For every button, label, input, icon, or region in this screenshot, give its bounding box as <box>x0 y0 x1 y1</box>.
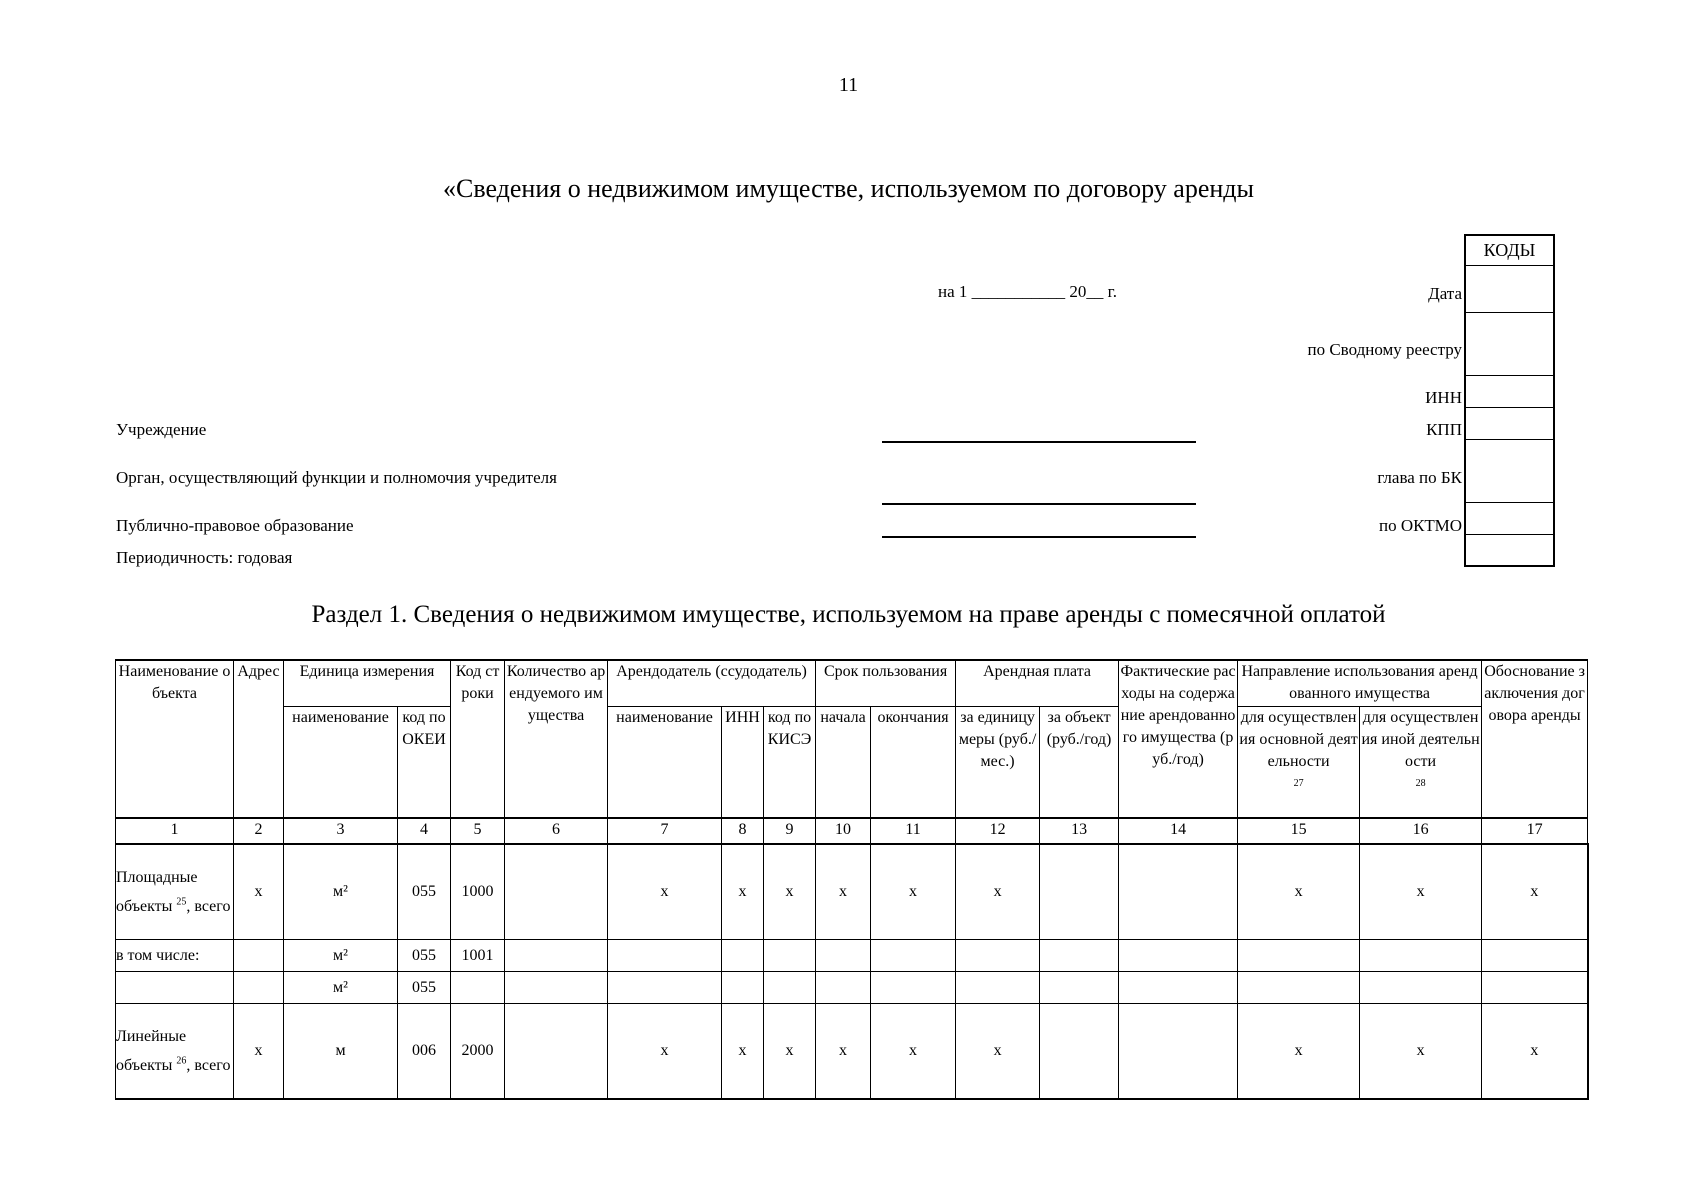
col-rent: Арендная плата <box>956 660 1119 707</box>
table-cell[interactable] <box>1119 940 1238 972</box>
public-entity-label: Публично-правовое образование <box>116 516 354 535</box>
row-name-empty <box>116 972 234 1004</box>
col-unit-name: наименование <box>284 707 398 819</box>
table-cell[interactable]: x <box>1238 1004 1360 1100</box>
table-cell[interactable] <box>1119 1004 1238 1100</box>
table-cell[interactable] <box>505 940 608 972</box>
column-number: 15 <box>1238 818 1360 844</box>
table-cell[interactable] <box>1040 940 1119 972</box>
institution-label: Учреждение <box>116 420 207 439</box>
table-cell[interactable]: 006 <box>398 1004 451 1100</box>
table-cell[interactable] <box>451 972 505 1004</box>
table-cell[interactable]: x <box>722 1004 764 1100</box>
table-cell[interactable]: x <box>1360 1004 1482 1100</box>
table-cell[interactable]: x <box>871 1004 956 1100</box>
code-label-oktmo: по ОКТМО <box>1378 516 1462 535</box>
column-number: 6 <box>505 818 608 844</box>
row-name-c: , всего <box>186 1057 231 1074</box>
table-cell[interactable] <box>505 844 608 940</box>
code-cell-oktmo[interactable] <box>1465 503 1554 535</box>
row-name-c: , всего <box>186 898 231 915</box>
public-entity-line[interactable] <box>882 536 1196 538</box>
table-cell[interactable] <box>816 940 871 972</box>
col-term-end: окончания <box>871 707 956 819</box>
table-cell[interactable] <box>956 972 1040 1004</box>
table-cell[interactable] <box>816 972 871 1004</box>
row-name-area <box>116 844 234 940</box>
column-numbers-row <box>116 818 1588 844</box>
column-number: 12 <box>956 818 1040 844</box>
table-cell[interactable]: x <box>1482 1004 1588 1100</box>
table-cell[interactable]: x <box>956 1004 1040 1100</box>
column-number: 2 <box>234 818 284 844</box>
column-number: 17 <box>1482 818 1588 844</box>
table-cell[interactable]: м <box>284 1004 398 1100</box>
column-number: 13 <box>1040 818 1119 844</box>
table-cell[interactable]: 1001 <box>451 940 505 972</box>
footnote-26: 26 <box>176 1055 187 1067</box>
code-label-date: Дата <box>1428 284 1462 303</box>
periodicity-label: Периодичность: годовая <box>116 548 293 567</box>
column-number: 11 <box>871 818 956 844</box>
code-label-bk: глава по БК <box>1377 468 1462 487</box>
table-cell[interactable]: x <box>608 844 722 940</box>
table-cell[interactable] <box>722 940 764 972</box>
table-cell[interactable] <box>871 972 956 1004</box>
row-name-including: в том числе: <box>116 940 234 972</box>
col-lessor: Арендодатель (ссудодатель) <box>608 660 816 707</box>
col-term-start: начала <box>816 707 871 819</box>
table-row <box>116 940 1588 972</box>
col-lessor-kise: код по КИСЭ <box>764 707 816 819</box>
col-address: Адрес <box>234 660 284 818</box>
footnote-25: 25 <box>176 896 187 908</box>
col-rent-per-unit: за единицу меры (руб./мес.) <box>956 707 1040 819</box>
table-cell[interactable]: м² <box>284 972 398 1004</box>
table-cell[interactable]: м² <box>284 940 398 972</box>
table-cell[interactable]: x <box>1482 844 1588 940</box>
row-name-b: объекты <box>116 1057 173 1074</box>
table-cell[interactable] <box>1238 972 1360 1004</box>
table-cell[interactable] <box>505 1004 608 1100</box>
row-name-a: Площадные <box>116 869 198 886</box>
table-cell[interactable]: 1000 <box>451 844 505 940</box>
column-number: 16 <box>1360 818 1482 844</box>
table-cell[interactable]: 055 <box>398 844 451 940</box>
table-cell[interactable]: м² <box>284 844 398 940</box>
table-cell[interactable] <box>505 972 608 1004</box>
table-cell[interactable] <box>1040 1004 1119 1100</box>
col-usage-main-text: для осуществления основной деятельности <box>1239 709 1358 770</box>
table-cell[interactable] <box>1119 844 1238 940</box>
table-cell[interactable] <box>1040 844 1119 940</box>
code-cell-extra[interactable] <box>1465 535 1554 567</box>
column-number: 10 <box>816 818 871 844</box>
table-cell[interactable] <box>722 972 764 1004</box>
column-number: 4 <box>398 818 451 844</box>
table-cell[interactable]: 055 <box>398 940 451 972</box>
col-term: Срок пользования <box>816 660 956 707</box>
table-cell[interactable]: x <box>608 1004 722 1100</box>
table-row <box>116 972 1588 1004</box>
table-cell[interactable] <box>1040 972 1119 1004</box>
row-name-linear <box>116 1004 234 1100</box>
table-cell[interactable] <box>764 972 816 1004</box>
table-cell[interactable] <box>871 940 956 972</box>
report-date-line: на 1 ___________ 20__ г. <box>938 282 1117 301</box>
codes-box <box>1464 234 1555 567</box>
code-label-kpp: КПП <box>1426 420 1462 439</box>
table-cell[interactable]: x <box>816 844 871 940</box>
table-cell[interactable]: x <box>722 844 764 940</box>
col-lessor-name: наименование <box>608 707 722 819</box>
table-cell[interactable] <box>608 972 722 1004</box>
property-table <box>115 659 1589 1100</box>
code-label-inn: ИНН <box>1425 388 1462 407</box>
column-number: 5 <box>451 818 505 844</box>
table-cell[interactable]: x <box>764 844 816 940</box>
col-unit: Единица измерения <box>284 660 451 707</box>
col-usage-other-text: для осуществления иной деятельности <box>1361 709 1480 770</box>
page-number: 11 <box>838 74 859 96</box>
col-object-name: Наименование объекта <box>116 660 234 818</box>
code-cell-register[interactable] <box>1465 313 1554 376</box>
column-number: 9 <box>764 818 816 844</box>
codes-header: КОДЫ <box>1465 235 1554 266</box>
table-cell[interactable] <box>1360 972 1482 1004</box>
table-cell[interactable]: x <box>234 1004 284 1100</box>
table-cell[interactable] <box>234 972 284 1004</box>
col-unit-code: код по ОКЕИ <box>398 707 451 819</box>
column-number: 3 <box>284 818 398 844</box>
table-cell[interactable]: x <box>764 1004 816 1100</box>
footnote-28: 28 <box>1415 778 1426 789</box>
col-line-code: Код строки <box>451 660 505 818</box>
table-cell[interactable] <box>1119 972 1238 1004</box>
column-number: 1 <box>116 818 234 844</box>
table-cell[interactable] <box>764 940 816 972</box>
col-usage: Направление использования арендованного имущества <box>1238 660 1482 707</box>
row-name-b: объекты <box>116 898 173 915</box>
table-cell[interactable]: x <box>816 1004 871 1100</box>
code-cell-date[interactable] <box>1465 266 1554 313</box>
code-cell-inn[interactable] <box>1465 376 1554 408</box>
table-cell[interactable] <box>234 940 284 972</box>
code-cell-kpp[interactable] <box>1465 408 1554 440</box>
table-cell[interactable]: x <box>871 844 956 940</box>
table-cell[interactable]: x <box>1360 844 1482 940</box>
code-label-register: по Сводному реестру <box>1307 340 1462 359</box>
col-quantity: Количество арендуемого имущества <box>505 660 608 818</box>
table-cell[interactable]: x <box>956 844 1040 940</box>
table-cell[interactable] <box>1238 940 1360 972</box>
column-number: 14 <box>1119 818 1238 844</box>
table-row <box>116 1004 1588 1100</box>
column-number: 8 <box>722 818 764 844</box>
founder-line[interactable] <box>882 503 1196 505</box>
table-cell[interactable] <box>1482 940 1588 972</box>
col-lessor-inn: ИНН <box>722 707 764 819</box>
table-cell[interactable]: x <box>1238 844 1360 940</box>
table-cell[interactable] <box>1482 972 1588 1004</box>
table-row <box>116 844 1588 940</box>
table-cell[interactable] <box>608 940 722 972</box>
table-cell[interactable]: 055 <box>398 972 451 1004</box>
column-number: 7 <box>608 818 722 844</box>
col-justification: Обоснование заключения договора аренды <box>1482 660 1588 818</box>
institution-line[interactable] <box>882 441 1196 443</box>
founder-label: Орган, осуществляющий функции и полномочия учредителя <box>116 468 557 487</box>
footnote-27: 27 <box>1293 778 1304 789</box>
col-actual-costs: Фактические расходы на содержание арендованного имущества (руб./год) <box>1119 660 1238 818</box>
table-cell[interactable] <box>956 940 1040 972</box>
row-name-a: Линейные <box>116 1028 187 1045</box>
col-rent-per-object: за объект (руб./год) <box>1040 707 1119 819</box>
col-usage-main <box>1238 707 1360 819</box>
section-title: Раздел 1. Сведения о недвижимом имуществе, используемом на праве аренды с помесячной оплатой <box>311 601 1386 628</box>
table-cell[interactable] <box>1360 940 1482 972</box>
code-cell-bk[interactable] <box>1465 440 1554 503</box>
table-cell[interactable]: x <box>234 844 284 940</box>
col-usage-other <box>1360 707 1482 819</box>
table-cell[interactable]: 2000 <box>451 1004 505 1100</box>
form-title: «Сведения о недвижимом имуществе, используемом по договору аренды <box>443 174 1254 203</box>
